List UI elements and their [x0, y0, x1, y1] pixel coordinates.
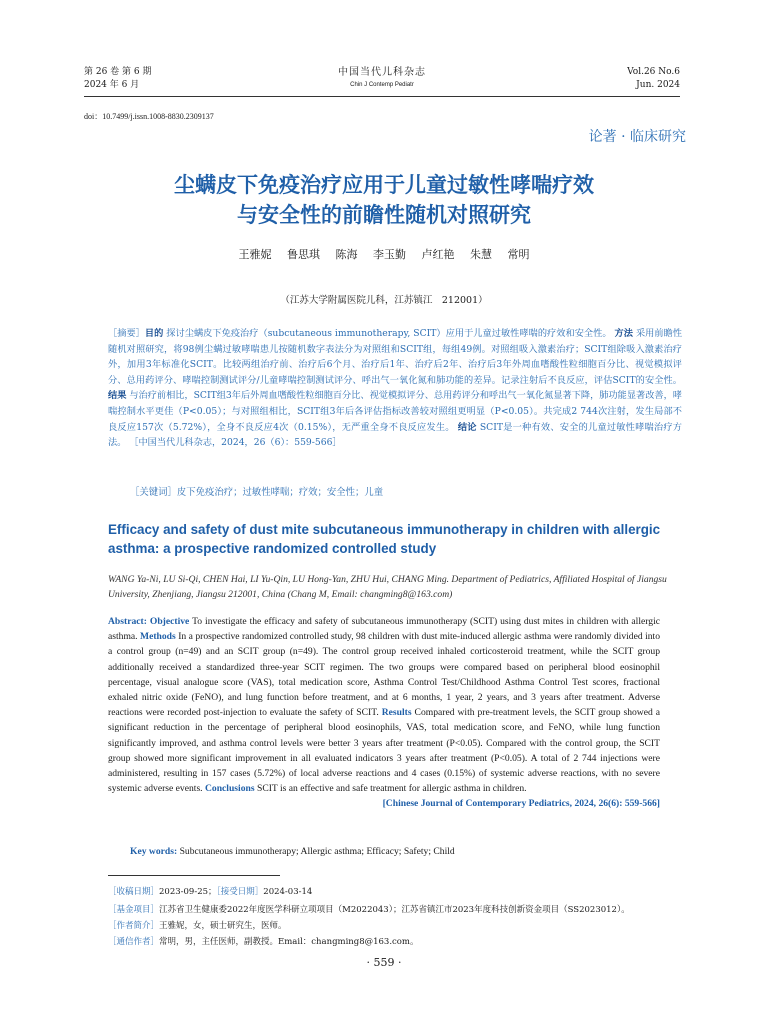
- author-cn: 朱慧: [470, 248, 492, 261]
- objective-text-en: To investigate the efficacy and safety of subcutaneous immunotherapy (SCIT) using dust mites in children with allergic asthma.: [108, 616, 660, 643]
- methods-text-cn: 采用前瞻性随机对照研究，将98例尘螨过敏哮喘患儿按随机数字表法分为对照组和SCIT组，每组49例。对照组吸入激素治疗；SCIT组除吸入激素治疗外，加用3年标准化SCIT。比较两组治疗前、治疗后6个月、治疗后1年、治疗后2年、治疗后3年外周血嗜酸性粒细胞百分比、视觉模拟评分、总用药评分、哮喘控制测试评分/儿童哮喘控制测试评分、呼出气一氧化氮和肺功能的差异。记录注射后不良反应，评估SCIT的安全性。: [108, 328, 683, 386]
- keywords-cn-text: 皮下免疫治疗；过敏性哮喘；疗效；安全性；儿童: [176, 487, 384, 498]
- results-text-en: Compared with pre-treatment levels, the SCIT group showed a significant reduction in the percentage of peripheral blood eosinophils, VAS, total medication score, and FeNO, while lung function significantly improved, and asthma control levels were better 3 years after treatment (P<0.05). Compared with the control group, the SCIT group showed more significant improvement in all evaluated indicators 3 years after treatment (P<0.05). A total of 2 744 injections were administered, resulting in 157 cases (5.72%) of local adverse reactions and 4 cases (0.15%) of systemic adverse reactions, with no severe systemic adverse events.: [108, 707, 660, 795]
- footnote-funding: [108, 904, 630, 916]
- objective-text-cn: 探讨尘螨皮下免疫治疗（subcutaneous immunotherapy, SCIT）应用于儿童过敏性哮喘的疗效和安全性。: [166, 328, 612, 339]
- title-cn: [0, 170, 768, 230]
- results-label-en: Results: [381, 707, 412, 719]
- methods-label-cn: 方法: [614, 328, 633, 339]
- methods-text-en: In a prospective randomized controlled study, 98 children with dust mite-induced allergic asthma were randomly divided into a control group (n=49) and an SCIT group (n=49). The control group received inhaled corticosteroid treatment, while the SCIT group additionally received a standardized three-year SCIT regimen. The two groups were compared based on peripheral blood eosinophil percentage, visual analogue score (VAS), total medication score, Asthma Control Test/Childhood Asthma Control Test scores, fractional exhaled nitric oxide (FeNO), and lung function before treatment, and at 6 months, 1 year, 2 years, and 3 years after treatment. Adverse reactions were recorded post-injection to evaluate the safety of SCIT.: [108, 631, 661, 719]
- author-cn: 鲁思琪: [287, 248, 320, 261]
- keywords-cn-label: ［关键词］: [130, 487, 177, 498]
- keywords-en-label: Key words:: [130, 846, 178, 857]
- affiliation-cn: （江苏大学附属医院儿科，江苏镇江 212001）: [280, 295, 488, 306]
- authors-cn: [0, 246, 768, 262]
- results-text-cn: 与治疗前相比，SCIT组3年后外周血嗜酸性粒细胞百分比、视觉模拟评分、总用药评分和呼出气一氧化氮显著下降，肺功能显著改善，哮喘控制水平更佳（P<0.05）；与对照组相比，SCIT组3年后各评估指标改善较对照组更明显（P<0.05）。共完成2 744次注射，发生局部不良反应157次（5.72%），全身不良反应4次（0.15%），无严重全身不良反应发生。: [108, 390, 682, 433]
- conclusions-text-en: SCIT is an effective and safe treatment for allergic asthma in children.: [256, 783, 527, 795]
- title-cn-line-1: 尘螨皮下免疫治疗应用于儿童过敏性哮喘疗效: [174, 172, 594, 197]
- footnote-tag: ［收稿日期］: [108, 887, 160, 897]
- page-number: · 559 ·: [366, 956, 402, 969]
- header-journal: [84, 66, 680, 92]
- conclusions-label-en: Conclusions: [204, 783, 255, 795]
- footnote-author-bio: [108, 920, 287, 932]
- footnote-text: 江苏省卫生健康委2022年度医学科研立项项目（M2022043）；江苏省镇江市2023年度科技创新资金项目（SS2023012）。: [159, 905, 630, 915]
- authors-en: WANG Ya-Ni, LU Si-Qi, CHEN Hai, LI Yu-Qin, LU Hong-Yan, ZHU Hui, CHANG Ming. Department of Pediatrics, Affiliated Hospital of Jiangsu University, Zhenjiang, Jiangsu 212001, China (Chang M, Email: changming8@163.com): [108, 574, 667, 600]
- footnote-text: 2023-09-25；: [159, 887, 217, 897]
- title-cn-line-2: 与安全性的前瞻性随机对照研究: [237, 202, 531, 227]
- author-cn: 卢红艳: [421, 248, 455, 261]
- abstract-en-label: Abstract:: [108, 616, 147, 627]
- abstract-en: [108, 614, 660, 812]
- footnote-text: 2024-03-14: [263, 887, 313, 897]
- citation-cn: ［中国当代儿科杂志，2024，26（6）：559-566］: [129, 437, 342, 449]
- keywords-en: [130, 846, 670, 857]
- header-rule: [84, 96, 680, 97]
- footnote-text: 王雅妮，女，硕士研究生，医师。: [159, 921, 287, 931]
- footnote-dates: [108, 886, 312, 898]
- header-vol-no: Vol.26 No.6: [627, 67, 680, 77]
- header-date-cn: 2024 年 6 月: [84, 80, 140, 90]
- footnote-tag: ［基金项目］: [108, 905, 160, 915]
- header-volume-issue: 第 26 卷 第 6 期: [84, 67, 152, 77]
- header-journal-en: Chin J Contemp Pediatr: [350, 82, 414, 88]
- doi[interactable]: doi：10.7499/j.issn.1008-8830.2309137: [84, 112, 214, 121]
- footnote-text: 常明，男，主任医师，副教授。Email：changming8@163.com。: [159, 937, 419, 947]
- header-volume-en: [627, 66, 680, 92]
- footnote-rule: [108, 875, 280, 876]
- footnote-corresponding: [108, 936, 418, 948]
- abstract-cn: [108, 326, 682, 451]
- author-cn: 王雅妮: [238, 248, 272, 261]
- author-cn: 李玉勤: [373, 248, 406, 261]
- objective-label-en: Objective: [149, 616, 190, 627]
- footnote-tag: ［通信作者］: [108, 937, 160, 947]
- methods-label-en: Methods: [140, 631, 176, 643]
- conclusions-text-cn: SCIT是一种有效、安全的儿童过敏性哮喘治疗方法。: [108, 421, 682, 449]
- objective-label-cn: 目的: [144, 328, 164, 339]
- results-label-cn: 结果: [108, 390, 127, 402]
- section-label: 论著 · 临床研究: [588, 129, 686, 145]
- author-cn: 陈海: [335, 248, 358, 261]
- keywords-cn: [130, 484, 383, 498]
- header-journal-cn: 中国当代儿科杂志: [338, 67, 426, 78]
- footnote-tag: ［作者简介］: [108, 921, 160, 931]
- header-date-en: Jun. 2024: [636, 80, 680, 90]
- citation-en: [Chinese Journal of Contemporary Pediatrics, 2024, 26(6): 559-566]: [382, 798, 660, 810]
- conclusions-label-cn: 结论: [457, 421, 477, 433]
- keywords-en-text: Subcutaneous immunotherapy; Allergic asthma; Efficacy; Safety; Child: [179, 846, 455, 857]
- footnote-tag: ［接受日期］: [216, 887, 264, 897]
- title-en: Efficacy and safety of dust mite subcutaneous immunotherapy in children with allergic asthma: a prospective randomized controlled study: [108, 522, 661, 556]
- abstract-cn-label: ［摘要］: [108, 328, 145, 339]
- author-cn: 常明: [507, 248, 530, 261]
- running-header: [84, 66, 680, 94]
